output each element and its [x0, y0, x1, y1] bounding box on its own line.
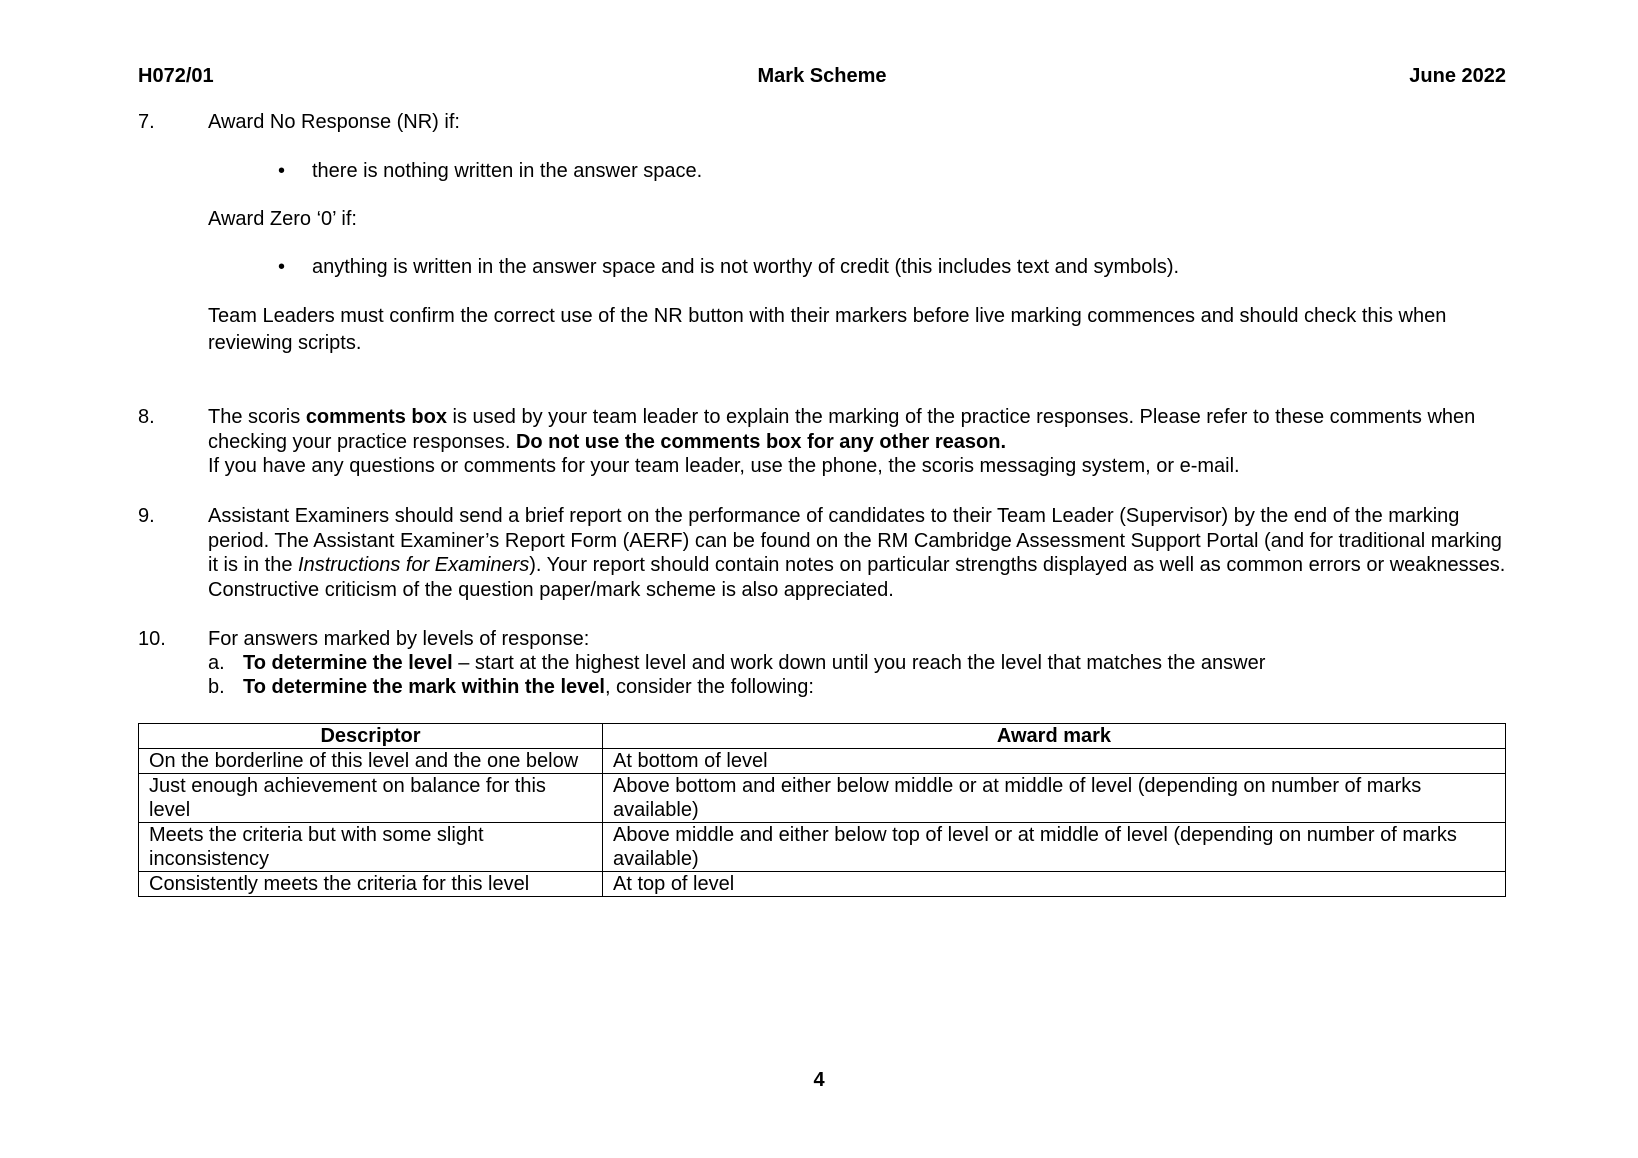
bullet-icon: •	[278, 256, 286, 278]
item-8-text-2: is used by your team leader to explain the marking of the practice responses. Please refer to these comments when checking your practice responses.	[208, 406, 1476, 453]
award-mark-header: Award mark	[603, 724, 1506, 749]
descriptor-cell: Consistently meets the criteria for this level	[139, 872, 603, 897]
comments-box-warning: Do not use the comments box for any other reason.	[515, 430, 1007, 453]
team-leaders-text: Team Leaders must confirm the correct use of the NR button with their markers before live marking commences and should check this when reviewing scripts.	[208, 305, 1447, 354]
table-row	[139, 774, 1506, 823]
descriptor-header: Descriptor	[139, 724, 603, 749]
item-number: 9.	[138, 505, 155, 527]
award-mark-cell: At bottom of level	[603, 749, 1506, 774]
descriptor-cell: On the borderline of this level and the one below	[139, 749, 603, 774]
table-row	[139, 872, 1506, 897]
bullet-icon: •	[278, 160, 286, 182]
item-8-text-1: The scoris	[208, 406, 306, 428]
determine-mark-term: To determine the mark within the level	[243, 676, 605, 698]
item-10-intro: For answers marked by levels of response:	[208, 628, 590, 650]
sub-label-a: a.	[208, 652, 225, 674]
paper-code: H072/01	[138, 65, 214, 87]
award-mark-cell: Above middle and either below top of level or at middle of level (depending on number of marks available)	[603, 823, 1506, 872]
descriptor-cell: Just enough achievement on balance for this level	[139, 774, 603, 823]
table-row	[139, 749, 1506, 774]
item-number: 8.	[138, 406, 155, 428]
determine-level-term: To determine the level	[243, 652, 453, 674]
award-mark-cell: At top of level	[603, 872, 1506, 897]
item-9-text-1: Assistant Examiners should send a brief report on the performance of candidates to their Team Leader (Supervisor) by the end of the marking period. The Assistant Examiner’s Report Form (AERF) can be found on the RM Cambridge Assessment Support Portal (and for traditional marking it is in the	[208, 505, 1502, 576]
determine-level-text: – start at the highest level and work down until you reach the level that matches the answer	[452, 652, 1266, 674]
comments-box-term: comments box	[305, 406, 447, 428]
item-8-text-3: If you have any questions or comments for your team leader, use the phone, the scoris messaging system, or e-mail.	[208, 455, 1240, 477]
nr-intro: Award No Response (NR) if:	[208, 111, 460, 133]
table-header-row	[139, 724, 1506, 749]
instructions-for-examiners: Instructions for Examiners	[298, 554, 530, 576]
award-mark-cell: Above bottom and either below middle or at middle of level (depending on number of marks available)	[603, 774, 1506, 823]
item-9-text-2: ). Your report should contain notes on particular strengths displayed as well as common errors or weaknesses. Constructive criticism of the question paper/mark scheme is also appreciated.	[208, 554, 1506, 601]
item-9-text	[208, 504, 1508, 602]
nr-bullet-text: there is nothing written in the answer space.	[312, 160, 703, 182]
zero-intro: Award Zero ‘0’ if:	[208, 208, 357, 230]
page-number: 4	[813, 1069, 825, 1091]
exam-date: June 2022	[1409, 65, 1506, 87]
sub-label-b: b.	[208, 676, 225, 698]
determine-mark-text: , consider the following:	[604, 676, 814, 698]
item-number: 10.	[138, 628, 166, 650]
item-number: 7.	[138, 111, 155, 133]
descriptor-cell: Meets the criteria but with some slight inconsistency	[139, 823, 603, 872]
table-row	[139, 823, 1506, 872]
zero-bullet-text: anything is written in the answer space and is not worthy of credit (this includes text and symbols).	[312, 256, 1180, 278]
levels-table	[138, 723, 1506, 897]
item-8-text	[208, 405, 1508, 479]
page-title: Mark Scheme	[757, 65, 887, 87]
page-header	[138, 64, 1506, 90]
